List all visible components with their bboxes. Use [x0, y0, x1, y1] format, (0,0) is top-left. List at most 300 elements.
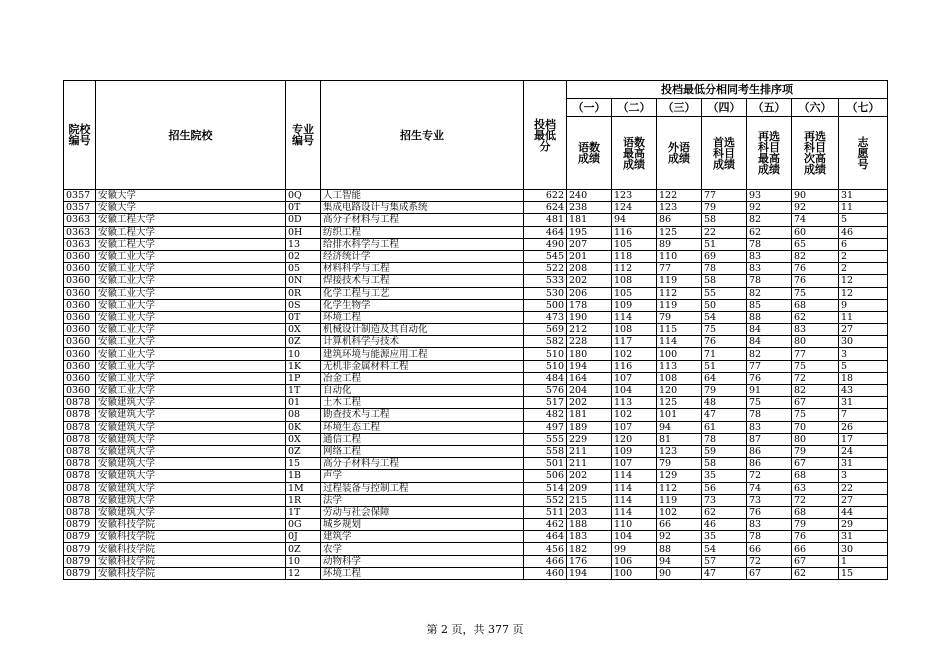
- cell-score-6: 74: [792, 214, 839, 226]
- cell-college-name: 安徽工业大学: [96, 299, 286, 311]
- cell-college-code: 0363: [64, 214, 96, 226]
- cell-college-code: 0878: [64, 458, 96, 470]
- cell-score-1: 189: [567, 421, 612, 433]
- cell-score-3: 94: [657, 421, 702, 433]
- cell-major-name: 声学: [321, 470, 524, 482]
- cell-score-6: 66: [792, 543, 839, 555]
- cell-score-3: 88: [657, 543, 702, 555]
- cell-score-5: 84: [747, 324, 792, 336]
- cell-wish-number: 27: [839, 324, 888, 336]
- cell-score-2: 114: [612, 311, 657, 323]
- cell-min-score: 464: [524, 226, 567, 238]
- cell-college-code: 0878: [64, 506, 96, 518]
- cell-score-5: 72: [747, 555, 792, 567]
- cell-score-2: 104: [612, 385, 657, 397]
- cell-wish-number: 26: [839, 421, 888, 433]
- cell-score-1: 240: [567, 190, 612, 202]
- cell-college-name: 安徽建筑大学: [96, 445, 286, 457]
- cell-score-4: 73: [702, 494, 747, 506]
- cell-college-code: 0879: [64, 567, 96, 579]
- table-row: [64, 385, 888, 397]
- cell-score-2: 123: [612, 190, 657, 202]
- cell-score-6: 82: [792, 385, 839, 397]
- cell-score-1: 164: [567, 372, 612, 384]
- cell-score-2: 117: [612, 336, 657, 348]
- cell-major-name: 劳动与社会保障: [321, 506, 524, 518]
- table-row: [64, 555, 888, 567]
- cell-score-2: 120: [612, 433, 657, 445]
- cell-major-name: 环境生态工程: [321, 421, 524, 433]
- cell-college-name: 安徽工业大学: [96, 336, 286, 348]
- cell-wish-number: 6: [839, 238, 888, 250]
- table-row: [64, 470, 888, 482]
- cell-score-1: 202: [567, 397, 612, 409]
- header-tiebreak-title: 投档最低分相同考生排序项: [567, 81, 888, 99]
- cell-major-code: 08: [286, 409, 321, 421]
- cell-score-5: 82: [747, 287, 792, 299]
- cell-min-score: 506: [524, 470, 567, 482]
- cell-college-name: 安徽工程大学: [96, 238, 286, 250]
- cell-score-5: 76: [747, 506, 792, 518]
- cell-wish-number: 30: [839, 336, 888, 348]
- header-order-1: （一）: [567, 99, 612, 117]
- cell-college-code: 0878: [64, 397, 96, 409]
- cell-score-1: 206: [567, 287, 612, 299]
- cell-score-3: 86: [657, 214, 702, 226]
- cell-score-3: 119: [657, 275, 702, 287]
- cell-major-name: 无机非金属材料工程: [321, 360, 524, 372]
- cell-major-name: 建筑环境与能源应用工程: [321, 348, 524, 360]
- cell-college-name: 安徽工业大学: [96, 287, 286, 299]
- cell-wish-number: 31: [839, 397, 888, 409]
- cell-min-score: 517: [524, 397, 567, 409]
- cell-wish-number: 29: [839, 519, 888, 531]
- cell-college-code: 0879: [64, 543, 96, 555]
- cell-score-5: 75: [747, 397, 792, 409]
- cell-major-name: 网络工程: [321, 445, 524, 457]
- cell-score-3: 77: [657, 263, 702, 275]
- table-row: [64, 214, 888, 226]
- cell-score-1: 181: [567, 409, 612, 421]
- table-row: [64, 397, 888, 409]
- cell-score-1: 204: [567, 385, 612, 397]
- cell-major-code: 12: [286, 567, 321, 579]
- cell-score-6: 83: [792, 324, 839, 336]
- cell-score-2: 108: [612, 324, 657, 336]
- cell-score-2: 102: [612, 348, 657, 360]
- cell-score-2: 106: [612, 555, 657, 567]
- cell-score-5: 78: [747, 531, 792, 543]
- cell-score-3: 115: [657, 324, 702, 336]
- cell-score-6: 75: [792, 287, 839, 299]
- cell-score-1: 201: [567, 250, 612, 262]
- cell-score-4: 51: [702, 238, 747, 250]
- cell-score-4: 48: [702, 397, 747, 409]
- cell-college-name: 安徽工业大学: [96, 324, 286, 336]
- cell-college-code: 0878: [64, 445, 96, 457]
- cell-score-6: 82: [792, 250, 839, 262]
- table-row: [64, 409, 888, 421]
- cell-score-5: 83: [747, 263, 792, 275]
- cell-major-name: 高分子材料与工程: [321, 214, 524, 226]
- cell-score-2: 105: [612, 287, 657, 299]
- admission-score-table: [63, 80, 888, 580]
- cell-min-score: 522: [524, 263, 567, 275]
- table-row: [64, 238, 888, 250]
- cell-college-code: 0357: [64, 190, 96, 202]
- cell-score-5: 84: [747, 336, 792, 348]
- cell-wish-number: 5: [839, 214, 888, 226]
- cell-score-6: 68: [792, 506, 839, 518]
- cell-score-3: 90: [657, 567, 702, 579]
- cell-score-3: 119: [657, 299, 702, 311]
- cell-college-code: 0360: [64, 324, 96, 336]
- cell-college-code: 0879: [64, 531, 96, 543]
- cell-score-2: 107: [612, 421, 657, 433]
- cell-score-3: 112: [657, 287, 702, 299]
- cell-min-score: 482: [524, 409, 567, 421]
- cell-college-code: 0878: [64, 421, 96, 433]
- cell-min-score: 510: [524, 348, 567, 360]
- cell-min-score: 497: [524, 421, 567, 433]
- cell-college-code: 0878: [64, 494, 96, 506]
- cell-min-score: 460: [524, 567, 567, 579]
- cell-score-2: 116: [612, 226, 657, 238]
- cell-major-code: 0D: [286, 214, 321, 226]
- cell-score-5: 62: [747, 226, 792, 238]
- table-row: [64, 433, 888, 445]
- cell-score-1: 182: [567, 543, 612, 555]
- cell-wish-number: 22: [839, 482, 888, 494]
- cell-college-name: 安徽工业大学: [96, 360, 286, 372]
- cell-major-name: 建筑学: [321, 531, 524, 543]
- cell-score-1: 207: [567, 238, 612, 250]
- cell-score-1: 202: [567, 275, 612, 287]
- cell-college-name: 安徽工业大学: [96, 275, 286, 287]
- cell-score-6: 67: [792, 397, 839, 409]
- cell-wish-number: 31: [839, 458, 888, 470]
- table-row: [64, 311, 888, 323]
- table-row: [64, 458, 888, 470]
- cell-score-6: 79: [792, 519, 839, 531]
- table-row: [64, 348, 888, 360]
- cell-score-3: 110: [657, 250, 702, 262]
- cell-score-3: 79: [657, 311, 702, 323]
- cell-college-name: 安徽建筑大学: [96, 409, 286, 421]
- cell-college-name: 安徽建筑大学: [96, 397, 286, 409]
- cell-major-code: 0Q: [286, 190, 321, 202]
- cell-score-5: 93: [747, 190, 792, 202]
- header-order-label-5: 再选 科目 最高 成绩: [747, 117, 792, 190]
- header-order-3: （三）: [657, 99, 702, 117]
- cell-score-2: 114: [612, 506, 657, 518]
- cell-major-code: 0Z: [286, 336, 321, 348]
- cell-score-2: 107: [612, 458, 657, 470]
- cell-college-code: 0879: [64, 555, 96, 567]
- cell-score-1: 209: [567, 482, 612, 494]
- cell-major-name: 集成电路设计与集成系统: [321, 202, 524, 214]
- cell-score-3: 92: [657, 531, 702, 543]
- cell-major-name: 材料科学与工程: [321, 263, 524, 275]
- cell-score-4: 58: [702, 275, 747, 287]
- header-order-label-2: 语数 最高 成绩: [612, 117, 657, 190]
- cell-major-code: 0X: [286, 324, 321, 336]
- cell-score-4: 69: [702, 250, 747, 262]
- cell-score-3: 112: [657, 482, 702, 494]
- cell-score-5: 86: [747, 458, 792, 470]
- cell-college-name: 安徽科技学院: [96, 519, 286, 531]
- cell-score-4: 56: [702, 482, 747, 494]
- cell-score-2: 110: [612, 519, 657, 531]
- cell-college-name: 安徽建筑大学: [96, 433, 286, 445]
- header-order-7: （七）: [839, 99, 888, 117]
- cell-score-4: 62: [702, 506, 747, 518]
- cell-college-code: 0363: [64, 238, 96, 250]
- cell-score-5: 72: [747, 470, 792, 482]
- cell-major-name: 机械设计制造及其自动化: [321, 324, 524, 336]
- cell-score-2: 105: [612, 238, 657, 250]
- cell-score-5: 73: [747, 494, 792, 506]
- cell-major-name: 农学: [321, 543, 524, 555]
- cell-score-5: 74: [747, 482, 792, 494]
- cell-college-code: 0878: [64, 433, 96, 445]
- cell-score-5: 78: [747, 238, 792, 250]
- cell-score-1: 229: [567, 433, 612, 445]
- header-order-label-6: 再选 科目 次高 成绩: [792, 117, 839, 190]
- cell-score-4: 75: [702, 324, 747, 336]
- cell-wish-number: 46: [839, 226, 888, 238]
- cell-score-1: 202: [567, 470, 612, 482]
- cell-min-score: 533: [524, 275, 567, 287]
- cell-score-4: 55: [702, 287, 747, 299]
- table-row: [64, 494, 888, 506]
- cell-score-2: 109: [612, 445, 657, 457]
- cell-major-name: 自动化: [321, 385, 524, 397]
- cell-score-2: 104: [612, 531, 657, 543]
- cell-score-3: 66: [657, 519, 702, 531]
- cell-major-code: 15: [286, 458, 321, 470]
- cell-major-code: 1K: [286, 360, 321, 372]
- cell-score-1: 176: [567, 555, 612, 567]
- cell-min-score: 545: [524, 250, 567, 262]
- cell-score-3: 101: [657, 409, 702, 421]
- cell-score-1: 211: [567, 445, 612, 457]
- cell-wish-number: 44: [839, 506, 888, 518]
- cell-score-3: 108: [657, 372, 702, 384]
- cell-score-4: 47: [702, 409, 747, 421]
- cell-min-score: 552: [524, 494, 567, 506]
- cell-score-2: 102: [612, 409, 657, 421]
- cell-score-4: 47: [702, 567, 747, 579]
- cell-college-name: 安徽大学: [96, 190, 286, 202]
- cell-score-3: 113: [657, 360, 702, 372]
- cell-score-4: 77: [702, 190, 747, 202]
- cell-major-name: 法学: [321, 494, 524, 506]
- cell-score-6: 68: [792, 470, 839, 482]
- cell-score-4: 61: [702, 421, 747, 433]
- cell-score-1: 194: [567, 567, 612, 579]
- cell-score-1: 183: [567, 531, 612, 543]
- cell-major-code: 0X: [286, 433, 321, 445]
- cell-score-1: 203: [567, 506, 612, 518]
- cell-major-name: 计算机科学与技术: [321, 336, 524, 348]
- cell-college-name: 安徽科技学院: [96, 555, 286, 567]
- cell-score-4: 54: [702, 311, 747, 323]
- table-row: [64, 360, 888, 372]
- cell-major-code: 13: [286, 238, 321, 250]
- cell-score-1: 178: [567, 299, 612, 311]
- cell-wish-number: 1: [839, 555, 888, 567]
- cell-score-4: 35: [702, 470, 747, 482]
- table-row: [64, 531, 888, 543]
- cell-wish-number: 15: [839, 567, 888, 579]
- cell-college-code: 0360: [64, 311, 96, 323]
- cell-college-name: 安徽科技学院: [96, 567, 286, 579]
- cell-wish-number: 31: [839, 190, 888, 202]
- cell-score-2: 114: [612, 494, 657, 506]
- header-order-label-4: 首选 科目 成绩: [702, 117, 747, 190]
- cell-min-score: 464: [524, 531, 567, 543]
- cell-score-6: 72: [792, 494, 839, 506]
- cell-college-code: 0360: [64, 250, 96, 262]
- cell-score-2: 114: [612, 470, 657, 482]
- cell-wish-number: 24: [839, 445, 888, 457]
- cell-score-5: 76: [747, 372, 792, 384]
- cell-score-6: 77: [792, 348, 839, 360]
- cell-college-name: 安徽建筑大学: [96, 421, 286, 433]
- cell-score-3: 123: [657, 202, 702, 214]
- cell-score-6: 80: [792, 336, 839, 348]
- cell-score-6: 68: [792, 299, 839, 311]
- cell-min-score: 558: [524, 445, 567, 457]
- cell-score-2: 100: [612, 567, 657, 579]
- cell-college-code: 0360: [64, 299, 96, 311]
- cell-major-name: 土木工程: [321, 397, 524, 409]
- cell-score-2: 114: [612, 482, 657, 494]
- cell-score-6: 90: [792, 190, 839, 202]
- cell-score-4: 22: [702, 226, 747, 238]
- header-major-name: 招生专业: [321, 81, 524, 190]
- cell-major-code: 0J: [286, 531, 321, 543]
- cell-score-4: 78: [702, 263, 747, 275]
- header-order-5: （五）: [747, 99, 792, 117]
- cell-wish-number: 5: [839, 360, 888, 372]
- cell-min-score: 462: [524, 519, 567, 531]
- cell-score-6: 67: [792, 555, 839, 567]
- cell-score-6: 63: [792, 482, 839, 494]
- cell-min-score: 569: [524, 324, 567, 336]
- cell-college-name: 安徽工业大学: [96, 372, 286, 384]
- cell-score-6: 75: [792, 360, 839, 372]
- cell-major-name: 城乡规划: [321, 519, 524, 531]
- table-row: [64, 226, 888, 238]
- cell-score-2: 118: [612, 250, 657, 262]
- cell-major-code: 0R: [286, 287, 321, 299]
- cell-wish-number: 9: [839, 299, 888, 311]
- cell-score-6: 75: [792, 409, 839, 421]
- cell-major-code: 0K: [286, 421, 321, 433]
- cell-score-6: 72: [792, 372, 839, 384]
- cell-score-3: 119: [657, 494, 702, 506]
- cell-min-score: 481: [524, 214, 567, 226]
- cell-score-1: 228: [567, 336, 612, 348]
- table-row: [64, 567, 888, 579]
- cell-major-code: 0S: [286, 299, 321, 311]
- cell-score-3: 123: [657, 445, 702, 457]
- header-college-code: 院校 编号: [64, 81, 96, 190]
- cell-major-code: 1T: [286, 385, 321, 397]
- cell-score-4: 35: [702, 531, 747, 543]
- cell-college-name: 安徽科技学院: [96, 531, 286, 543]
- table-row: [64, 202, 888, 214]
- cell-college-code: 0360: [64, 372, 96, 384]
- table-row: [64, 299, 888, 311]
- cell-score-1: 215: [567, 494, 612, 506]
- table-row: [64, 324, 888, 336]
- cell-score-1: 181: [567, 214, 612, 226]
- cell-wish-number: 43: [839, 385, 888, 397]
- cell-score-4: 54: [702, 543, 747, 555]
- cell-score-5: 85: [747, 299, 792, 311]
- cell-major-name: 冶金工程: [321, 372, 524, 384]
- cell-college-name: 安徽工业大学: [96, 311, 286, 323]
- cell-college-code: 0878: [64, 470, 96, 482]
- cell-major-name: 环境工程: [321, 567, 524, 579]
- cell-min-score: 514: [524, 482, 567, 494]
- cell-score-4: 79: [702, 202, 747, 214]
- cell-major-name: 化学工程与工艺: [321, 287, 524, 299]
- cell-score-5: 88: [747, 311, 792, 323]
- cell-score-2: 94: [612, 214, 657, 226]
- cell-major-name: 环境工程: [321, 311, 524, 323]
- table-row: [64, 482, 888, 494]
- cell-major-code: 02: [286, 250, 321, 262]
- cell-score-4: 64: [702, 372, 747, 384]
- cell-min-score: 500: [524, 299, 567, 311]
- cell-major-code: 05: [286, 263, 321, 275]
- cell-major-name: 过程装备与控制工程: [321, 482, 524, 494]
- cell-major-code: 0T: [286, 311, 321, 323]
- cell-college-code: 0360: [64, 287, 96, 299]
- cell-score-5: 92: [747, 202, 792, 214]
- cell-college-name: 安徽工业大学: [96, 348, 286, 360]
- cell-score-5: 83: [747, 519, 792, 531]
- cell-score-2: 108: [612, 275, 657, 287]
- cell-score-5: 86: [747, 445, 792, 457]
- cell-min-score: 555: [524, 433, 567, 445]
- cell-major-code: 0T: [286, 202, 321, 214]
- cell-score-5: 66: [747, 543, 792, 555]
- cell-score-3: 122: [657, 190, 702, 202]
- header-order-label-3: 外语 成绩: [657, 117, 702, 190]
- cell-college-name: 安徽建筑大学: [96, 458, 286, 470]
- table-row: [64, 506, 888, 518]
- cell-score-6: 70: [792, 421, 839, 433]
- cell-college-name: 安徽科技学院: [96, 543, 286, 555]
- cell-min-score: 484: [524, 372, 567, 384]
- cell-major-name: 通信工程: [321, 433, 524, 445]
- table-row: [64, 250, 888, 262]
- cell-major-code: 0Z: [286, 543, 321, 555]
- cell-score-1: 208: [567, 263, 612, 275]
- cell-score-6: 67: [792, 458, 839, 470]
- cell-college-code: 0360: [64, 360, 96, 372]
- cell-min-score: 466: [524, 555, 567, 567]
- cell-score-2: 112: [612, 263, 657, 275]
- cell-score-6: 76: [792, 263, 839, 275]
- cell-min-score: 501: [524, 458, 567, 470]
- cell-major-name: 人工智能: [321, 190, 524, 202]
